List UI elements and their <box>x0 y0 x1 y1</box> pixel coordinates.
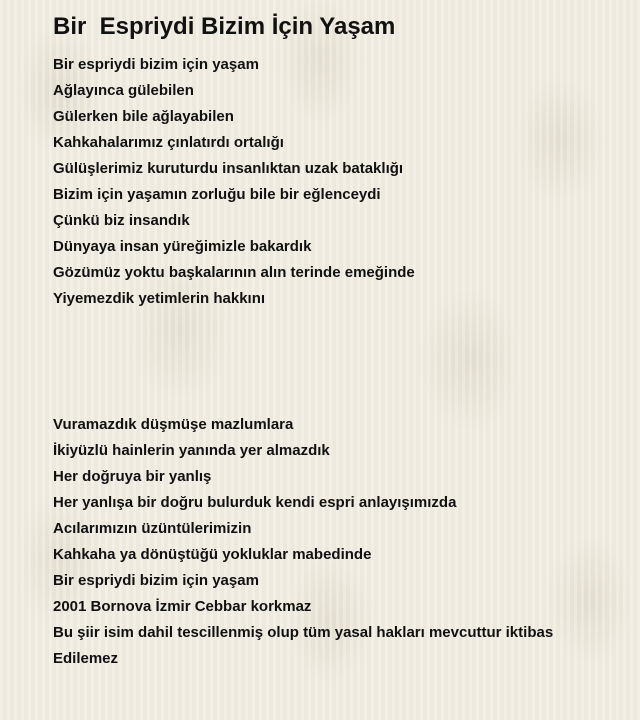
poem-line: Yiyemezdik yetimlerin hakkını <box>53 290 266 307</box>
poem-container <box>53 12 623 672</box>
poem-line: Vuramazdık düşmüşe mazlumlara <box>53 416 294 433</box>
stanza-gap <box>53 312 623 412</box>
poem-line: Dünyaya insan yüreğimizle bakardık <box>53 238 312 255</box>
poem-line: Bir espriydi bizim için yaşam <box>53 572 259 589</box>
poem-line: Bizim için yaşamın zorluğu bile bir eğlenceydi <box>53 186 381 203</box>
poem-line: Her doğruya bir yanlış <box>53 468 212 485</box>
poem-line: Ağlayınca gülebilen <box>53 82 194 99</box>
poem-line: Gözümüz yoktu başkalarının alın terinde emeğinde <box>53 264 415 281</box>
poem-line: Kahkahalarımız çınlatırdı ortalığı <box>53 134 284 151</box>
poem-line: Gülüşlerimiz kuruturdu insanlıktan uzak bataklığı <box>53 160 404 177</box>
poem-line: İkiyüzlü hainlerin yanında yer almazdık <box>53 442 330 459</box>
poem-line: Edilemez <box>53 650 119 667</box>
stanza-1 <box>53 52 623 312</box>
poem-line: Bir espriydi bizim için yaşam <box>53 56 259 73</box>
poem-line: Bu şiir isim dahil tescillenmiş olup tüm yasal hakları mevcuttur iktibas <box>53 624 554 641</box>
poem-line: Her yanlışa bir doğru bulurduk kendi espri anlayışımızda <box>53 494 457 511</box>
poem-line: Gülerken bile ağlayabilen <box>53 108 234 125</box>
poem-line: Kahkaha ya dönüştüğü yokluklar mabedinde <box>53 546 372 563</box>
poem-line: Acılarımızın üzüntülerimizin <box>53 520 252 537</box>
poem-line: 2001 Bornova İzmir Cebbar korkmaz <box>53 598 312 615</box>
stanza-2 <box>53 412 623 672</box>
poem-line: Çünkü biz insandık <box>53 212 190 229</box>
poem-title: Bir Espriydi Bizim İçin Yaşam <box>53 13 396 40</box>
